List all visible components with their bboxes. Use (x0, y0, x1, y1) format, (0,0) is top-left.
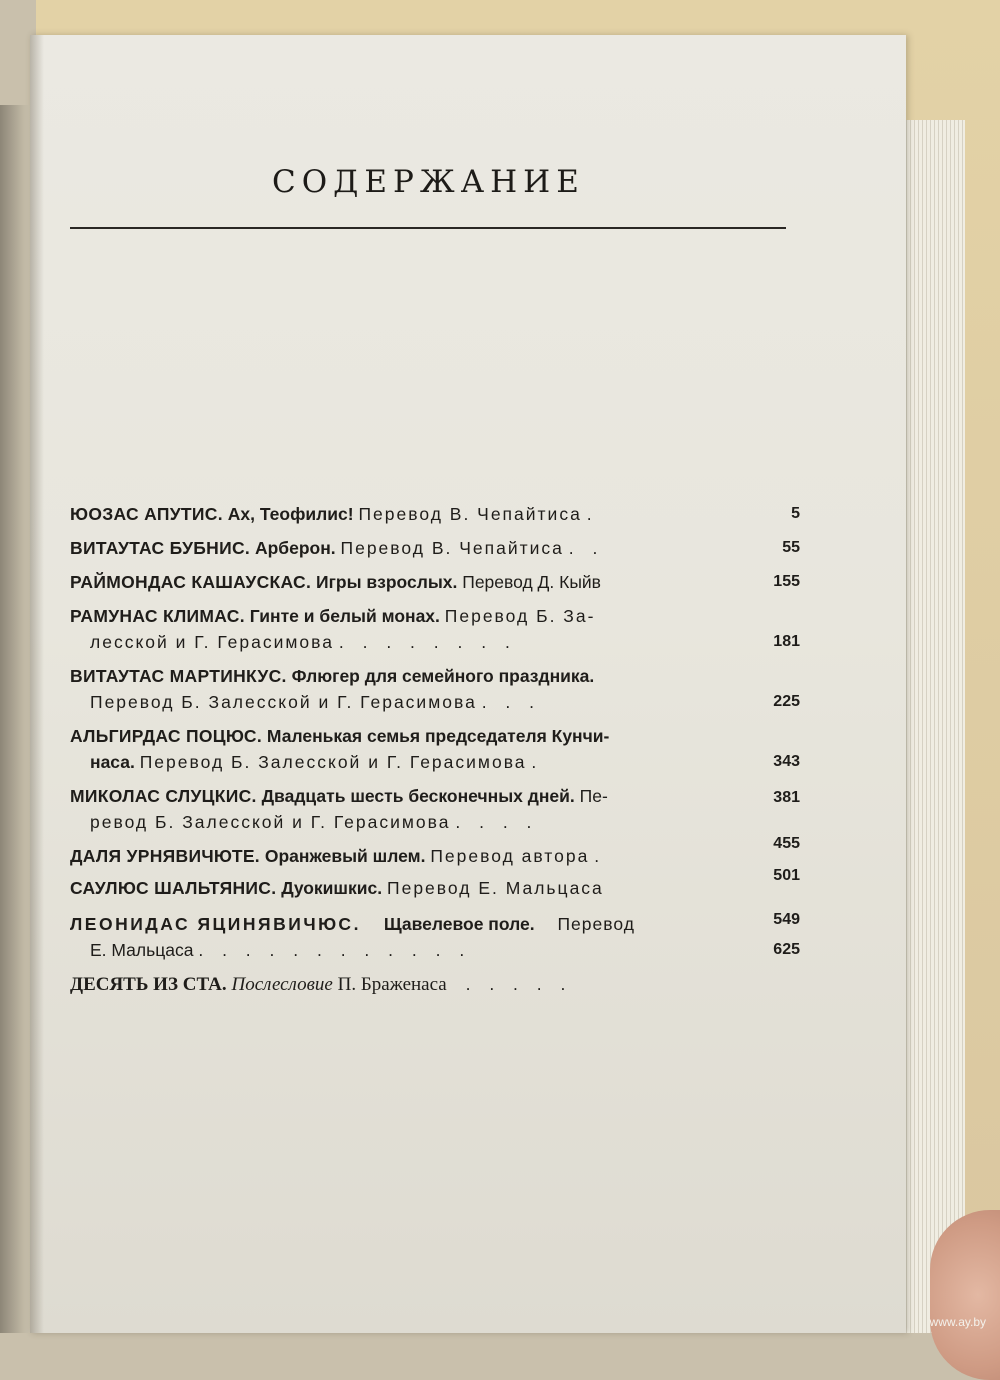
toc-author: РАМУНАС КЛИМАС. (70, 606, 245, 626)
toc-entry-pocius (70, 724, 609, 748)
toc-leader-dots: . . . (481, 692, 541, 712)
toc-entry-jacinevicius (70, 912, 635, 936)
toc-author: МИКОЛАС СЛУЦКИС. (70, 786, 257, 806)
toc-entry-saltyanis (70, 876, 604, 900)
toc-translation: Перевод автора (430, 846, 590, 866)
title-rule (70, 227, 786, 229)
watermark-text: www.ay.by (929, 1315, 986, 1329)
toc-work: Игры взрослых. (316, 572, 458, 592)
toc-author: РАЙМОНДАС КАШАУСКАС. (70, 572, 312, 592)
toc-work: Дуокишкис. (281, 878, 383, 898)
toc-translation: Перевод Б. Залесской и Г. Герасимова (90, 692, 477, 712)
toc-entry-klimas-cont (90, 630, 517, 654)
toc-translation: Перевод Б. За- (444, 606, 596, 626)
toc-page-number: 155 (773, 573, 800, 590)
toc-author: ДАЛЯ УРНЯВИЧЮТЕ. (70, 846, 260, 866)
toc-work: Флюгер для семейного праздника. (291, 666, 595, 686)
toc-entry-sluckis-cont (90, 810, 538, 834)
toc-page-number: 5 (791, 505, 800, 522)
toc-page-number: 55 (782, 539, 800, 556)
toc-leader-dots: . . . . . (465, 974, 573, 994)
toc-work: Арберон. (254, 538, 336, 558)
toc-entry-pocius-cont (90, 750, 543, 774)
toc-page-number: 343 (773, 753, 800, 770)
toc-work: Оранжевый шлем. (264, 846, 426, 866)
toc-page-number: 225 (773, 693, 800, 710)
toc-translation: Перевод Б. Залесской и Г. Герасимова (139, 752, 527, 772)
toc-author: АЛЬГИРДАС ПОЦЮС. (70, 726, 263, 746)
toc-leader-dots: . (594, 846, 607, 866)
toc-entry-sluckis (70, 784, 608, 808)
toc-author: ДЕСЯТЬ ИЗ СТА. (70, 974, 227, 995)
toc-entry-martinkus-cont (90, 690, 541, 714)
toc-entry-klimas (70, 604, 595, 628)
toc-author: ВИТАУТАС БУБНИС. (70, 538, 251, 558)
toc-page-number: 181 (773, 633, 800, 650)
toc-work: Ах, Теофилис! (227, 504, 354, 524)
toc-translation: Перевод Е. Мальцаса (387, 878, 604, 898)
toc-author: ВИТАУТАС МАРТИНКУС. (70, 666, 287, 686)
thumb (930, 1210, 1000, 1380)
toc-page-number: 501 (773, 867, 800, 884)
toc-page-number: 549 (773, 911, 800, 928)
toc-translation: Пе- (579, 786, 608, 806)
toc-page-number: 625 (773, 941, 800, 958)
toc-page-number: 381 (773, 789, 800, 806)
toc-entry-jacinevicius-cont (90, 938, 471, 962)
toc-author: ЛЕОНИДАС ЯЦИНЯВИЧЮС. (70, 914, 361, 934)
toc-leader-dots: . . . . . . . . . . . . (198, 940, 472, 960)
toc-entry-aputis (70, 502, 599, 526)
toc-work: Маленькая семья председателя Кунчи- (266, 726, 610, 746)
toc-entry-kashauskas (70, 570, 601, 594)
toc-work: Двадцать шесть бесконечных дней. (261, 786, 575, 806)
toc-translation: лесской и Г. Герасимова (90, 632, 334, 652)
toc-entry-afterword (70, 972, 572, 996)
page-fold-shadow (30, 35, 44, 1333)
page-title: СОДЕРЖАНИЕ (272, 164, 585, 200)
toc-entry-urnyaviciute (70, 844, 606, 868)
toc-leader-dots: . . (568, 538, 605, 558)
toc-entry-martinkus (70, 664, 594, 688)
toc-translation: Перевод (557, 914, 635, 934)
toc-work: Гинте и белый монах. (249, 606, 440, 626)
toc-work: Послесловие (231, 974, 333, 995)
toc-translation: Е. Мальцаса (90, 940, 194, 960)
toc-translation: Перевод В. Чепайтиса (340, 538, 564, 558)
toc-page-number: 455 (773, 835, 800, 852)
toc-translation: ревод Б. Залесской и Г. Герасимова (90, 812, 451, 832)
toc-work-cont: наса. (90, 752, 135, 772)
toc-translation: П. Браженаса (337, 974, 447, 995)
toc-work: Щавелевое поле. (383, 914, 535, 934)
toc-leader-dots: . (531, 752, 544, 772)
toc-leader-dots: . (586, 504, 599, 524)
toc-author: САУЛЮС ШАЛЬТЯНИС. (70, 878, 277, 898)
toc-author: ЮОЗАС АПУТИС. (70, 504, 223, 524)
toc-leader-dots: . . . . (455, 812, 539, 832)
toc-translation: Перевод В. Чепайтиса (358, 504, 582, 524)
toc-translation: Перевод Д. Кыйв (462, 572, 601, 592)
toc-entry-bubnis (70, 536, 604, 560)
toc-leader-dots: . . . . . . . . (338, 632, 517, 652)
